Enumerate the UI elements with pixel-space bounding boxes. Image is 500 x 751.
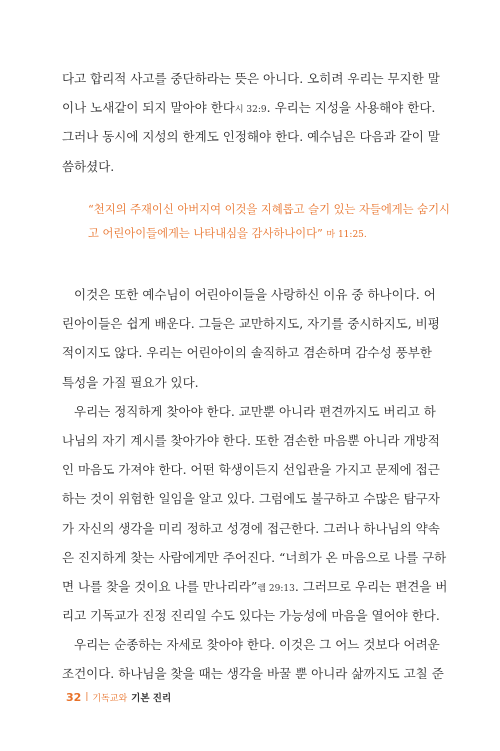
quote-line: “천지의 주재이신 아버지여 이것을 지혜롭고 슬기 있는 자들에게는 숨기시 xyxy=(88,203,450,216)
scripture-reference: 렘 29:13 xyxy=(257,583,295,594)
text-line: 나님의 자기 계시를 찾아가야 한다. 또한 겸손한 마음뿐 아니라 개방적 xyxy=(62,432,440,448)
text-line xyxy=(62,93,438,122)
text-line: 적이지도 않다. 우리는 어린아이의 솔직하고 겸손하며 감수성 풍부한 xyxy=(62,345,432,361)
text-line: 린아이들은 쉽게 배운다. 그들은 교만하지도, 자기를 중시하지도, 비평 xyxy=(62,316,440,332)
text-line: 우리는 순종하는 자세로 찾아야 한다. 이것은 그 어느 것보다 어려운 xyxy=(74,637,440,653)
paragraph-top xyxy=(62,64,438,181)
page-number: 32 xyxy=(66,690,82,704)
book-title: 기본 진리 xyxy=(131,693,172,704)
text-line: 그러나 동시에 지성의 한계도 인정해야 한다. 예수님은 다음과 같이 말 xyxy=(62,129,440,145)
line-text: 이나 노새같이 되지 말아야 한다 xyxy=(62,100,235,116)
text-line: 가 자신의 생각을 미리 정하고 성경에 접근한다. 그러나 하나님의 약속 xyxy=(62,520,440,536)
line-text: 면 나를 찾을 것이요 나를 만나리라” xyxy=(62,578,258,594)
text-line: 조건이다. 하나님을 찾을 때는 생각을 바꿀 뿐 아니라 삶까지도 고칠 준 xyxy=(62,666,444,682)
page-footer xyxy=(66,690,171,704)
series-title: 기독교와 xyxy=(92,693,128,704)
text-line: 리고 기독교가 진정 진리일 수도 있다는 가능성에 마음을 열어야 한다. xyxy=(62,608,440,624)
line-text-continued: . 그러므로 우리는 편견을 버 xyxy=(294,578,448,594)
text-line: 인 마음도 가져야 한다. 어떤 학생이든지 선입관을 가지고 문제에 접근 xyxy=(62,462,440,478)
scripture-quote xyxy=(88,198,450,246)
footer-separator: | xyxy=(85,692,89,702)
line-text-continued: . 우리는 지성을 사용해야 한다. xyxy=(266,100,436,116)
text-line: 은 진지하게 찾는 사람에게만 주어진다. “너희가 온 마음으로 나를 구하 xyxy=(62,549,447,565)
quote-line xyxy=(88,222,428,246)
text-line: 씀하셨다. xyxy=(62,158,115,174)
text-line: 우리는 정직하게 찾아야 한다. 교만뿐 아니라 편견까지도 버리고 하 xyxy=(74,403,436,419)
scripture-reference: 시 32:9 xyxy=(234,105,267,116)
text-line: 하는 것이 위험한 일임을 알고 있다. 그럼에도 불구하고 수많은 탐구자 xyxy=(62,491,440,507)
quote-text: 고 어린아이들에게는 나타내심을 감사하나이다” xyxy=(88,227,323,240)
text-line xyxy=(62,572,448,601)
text-line: 특성을 가질 필요가 있다. xyxy=(62,374,199,390)
text-line: 이것은 또한 예수님이 어린아이들을 사랑하신 이유 중 하나이다. 어 xyxy=(74,287,436,302)
scripture-reference: 마 11:25. xyxy=(326,230,367,240)
text-line: 다고 합리적 사고를 중단하라는 뜻은 아니다. 오히려 우리는 무지한 말 xyxy=(62,71,440,86)
paragraph-bottom xyxy=(62,280,448,689)
